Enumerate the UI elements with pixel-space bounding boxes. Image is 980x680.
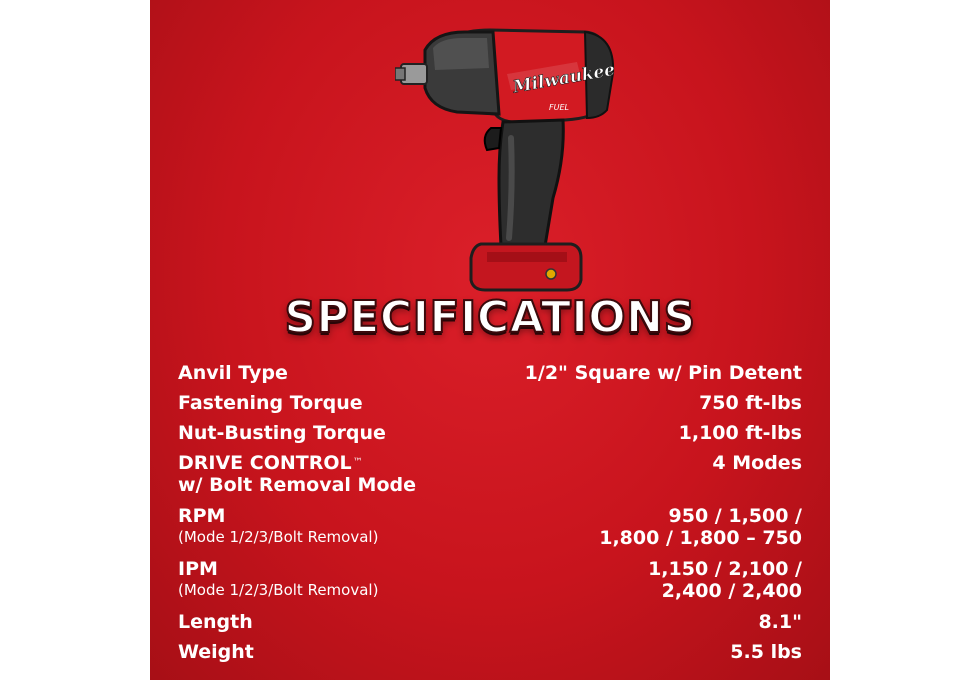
spec-value: 750 ft-lbs — [699, 392, 802, 414]
spec-value-line2: 1,800 / 1,800 – 750 — [599, 527, 802, 549]
spec-row-anvil-type — [178, 362, 802, 384]
spec-value-line1: 950 / 1,500 / — [668, 505, 802, 527]
spec-value — [599, 505, 802, 549]
spec-label: Anvil Type — [178, 362, 288, 384]
spec-label — [178, 558, 378, 601]
impact-wrench-image — [395, 18, 635, 293]
trademark-mark: ™ — [352, 457, 363, 468]
spec-label: Nut-Busting Torque — [178, 422, 386, 444]
product-panel — [150, 0, 830, 680]
spec-value — [648, 558, 802, 602]
spec-row-drive-control — [178, 452, 802, 496]
spec-value: 1/2" Square w/ Pin Detent — [524, 362, 802, 384]
spec-label-main: IPM — [178, 558, 218, 580]
spec-row-nut-busting-torque — [178, 422, 802, 444]
spec-value-line1: 1,150 / 2,100 / — [648, 558, 802, 580]
spec-sublabel: (Mode 1/2/3/Bolt Removal) — [178, 581, 379, 599]
spec-row-length — [178, 611, 802, 633]
spec-label — [178, 505, 378, 548]
spec-label-line1: DRIVE CONTROL — [178, 452, 352, 474]
spec-value: 8.1" — [758, 611, 802, 633]
spec-sublabel: (Mode 1/2/3/Bolt Removal) — [178, 528, 379, 546]
spec-row-rpm — [178, 505, 802, 549]
spec-label — [178, 452, 416, 496]
specifications-table — [178, 362, 802, 671]
spec-label-main: RPM — [178, 505, 226, 527]
spec-row-weight — [178, 641, 802, 663]
page-title: SPECIFICATIONS — [284, 292, 696, 343]
spec-value: 1,100 ft-lbs — [678, 422, 802, 444]
spec-row-fastening-torque — [178, 392, 802, 414]
spec-value-line2: 2,400 / 2,400 — [661, 580, 802, 602]
svg-text:Milwaukee: Milwaukee — [511, 59, 617, 98]
spec-label: Fastening Torque — [178, 392, 363, 414]
spec-label: Weight — [178, 641, 254, 663]
spec-row-ipm — [178, 558, 802, 602]
spec-label-line2: w/ Bolt Removal Mode — [178, 474, 417, 496]
spec-value: 5.5 lbs — [730, 641, 802, 663]
svg-text:FUEL: FUEL — [549, 103, 569, 112]
spec-label: Length — [178, 611, 253, 633]
spec-value: 4 Modes — [712, 452, 802, 474]
